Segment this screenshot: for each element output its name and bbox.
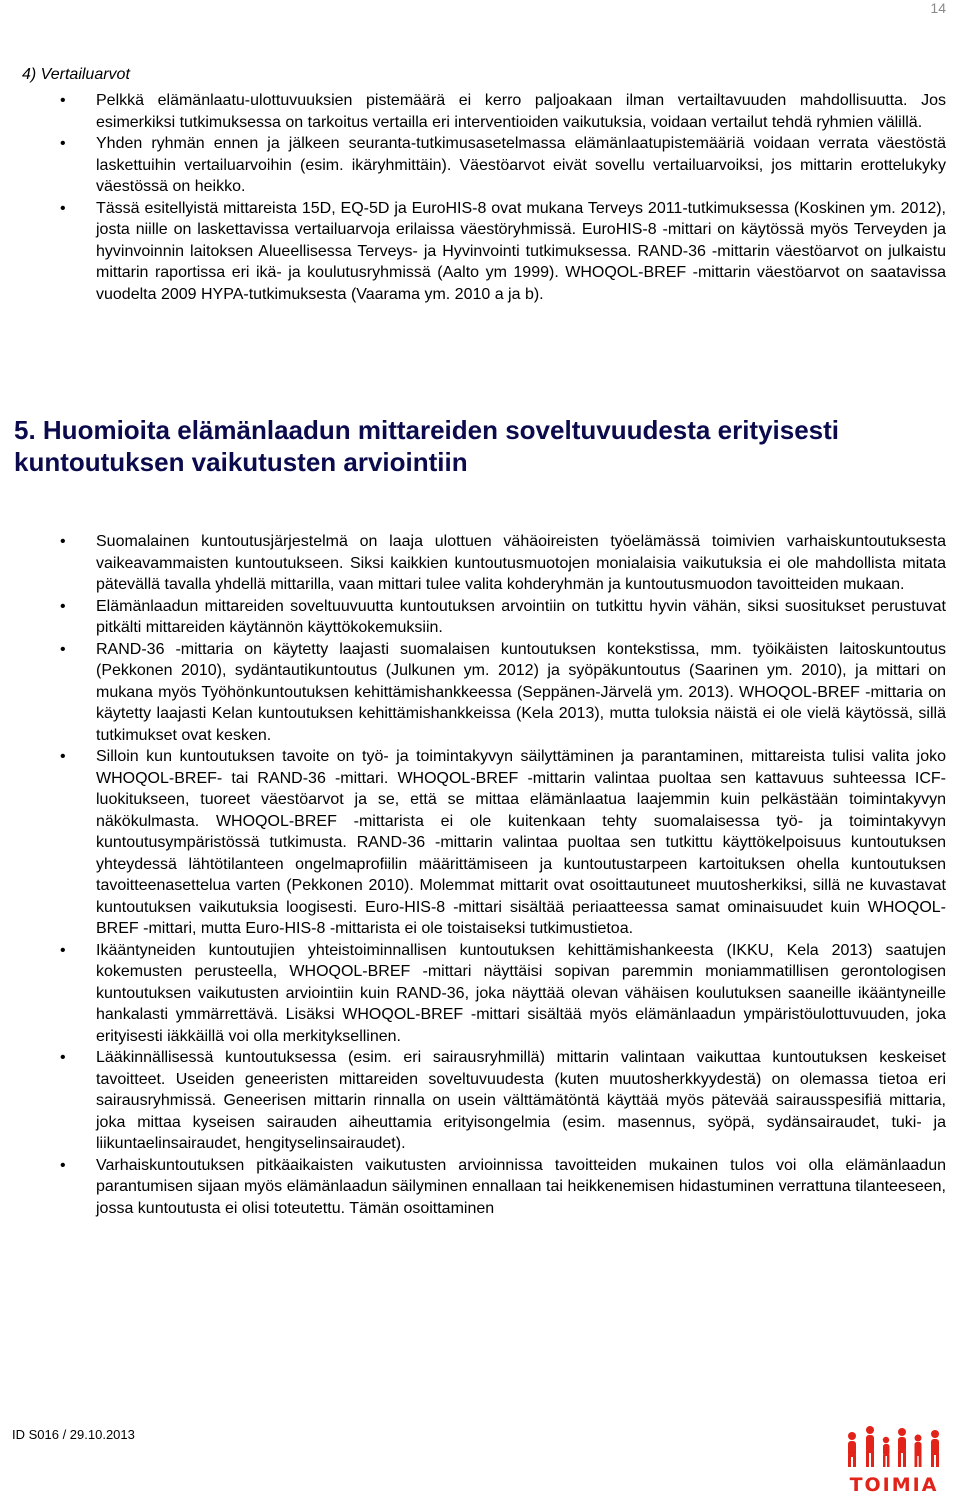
- list-item-text: Tässä esitellyistä mittareista 15D, EQ-5D ja EuroHIS-8 ovat mukana Terveys 2011-tutkimuksessa (Koskinen ym. 2012), josta niille on laskettavissa vertailuarvoja erilaissa väestöryhmissä. EuroHIS-8 -mittari on käytössä myös Terveyden ja hyvinvoinnin laitoksen Alueellisessa Terveys- ja Hyvinvointi tutkimuksessa. RAND-36 -mittarin väestöarvot on julkaistu mittarin raportissa eri ikä- ja koulutusryhmissä (Aalto ym 1999). WHOQOL-BREF -mittarin väestöarvot on saatavissa vuodelta 2009 HYPA-tutkimuksesta (Vaarama ym. 2010 a ja b).: [96, 199, 946, 303]
- list-item-text: Ikääntyneiden kuntoutujien yhteistoiminnallisen kuntoutuksen kehittämishankeesta (IKKU, Kela 2013) saatujen kokemusten perusteella, WHOQOL-BREF -mittari näyttäisi sopivan paremmin moniammatillisen gerontologisen kuntoutuksen vaikutusten arviointiin kuin RAND-36, joka näyttää olevan vähäisen koulutuksen saaneille ikääntyneille hankalasti ymmärrettävä. Lisäksi WHOQOL-BREF -mittari sisältää myös elämänlaadun ympäristöulottuvuuden, joka erityisesti iäkkäillä voi olla merkityksellinen.: [96, 941, 946, 1045]
- list-item: [60, 940, 946, 1048]
- bullet-icon: •: [60, 640, 66, 658]
- list-item-text: Silloin kun kuntoutuksen tavoite on työ- ja toimintakyvyn säilyttäminen ja parantaminen, mittareista tulisi valita joko WHOQOL-BREF- tai RAND-36 -mittari. WHOQOL-BREF -mittarin valintaa puoltaa sen kattavuus suhteessa ICF-luokitukseen, tuoreet väestöarvot ja se, että se mittaa elämänlaatua laajemmin kuin pelkästään toimintakyvyn näkökulmasta. WHOQOL-BREF -mittarista ei ole kuitenkaan tehty suomalaisessa työ- ja toimintakyvyn kuntoutusympäristössä tutkimusta. RAND-36 -mittarin valintaa puoltaa sen tutkittu käyttökelpoisuus kuntoutuksen yhteydessä lähtötilanteen ongelmaprofiilin määrittämiseen ja kuntoutustarpeen kartoituksen ohella kuntoutuksen tavoitteenasettelua varten (Pekkonen 2010). Molemmat mittarit ovat osoittautuneet muutosherkiksi, sillä ne kuvastavat kuntoutuksen vaikutuksia loogisesti. Euro-HIS-8 -mittari sisältää periaatteessa samat ominaisuudet kuin WHOQOL-BREF -mittari, mutta Euro-HIS-8 -mittarista ei ole toistaiseksi tutkimustietoa.: [96, 748, 946, 937]
- bullet-icon: •: [60, 941, 66, 959]
- document-id: ID S016 / 29.10.2013: [12, 1427, 135, 1442]
- section-heading-vertailuarvot: 4) Vertailuarvot: [22, 66, 130, 83]
- bullet-icon: •: [60, 199, 66, 217]
- list-item-text: Varhaiskuntoutuksen pitkäaikaisten vaikutusten arvioinnissa tavoitteiden mukainen tulos voi olla elämänlaadun parantumisen sijaan myös elämänlaadun säilyminen ennallaan tai heikkenemisen hidastuminen verrattuna tilanteeseen, jossa kuntoutusta ei olisi toteutettu. Tämän osoittaminen: [96, 1156, 946, 1217]
- list-item-text: Lääkinnällisessä kuntoutuksessa (esim. eri sairausryhmillä) mittarin valintaan vaikuttaa kuntoutuksen keskeiset tavoitteet. Useiden geneeristen mittareiden soveltuvuudesta (kuten muutosherkkyydestä) on olemassa tietoa eri sairausryhmissä. Geneerisen mittarin rinnalla on usein välttämätöntä käyttää myös pätevää sairausspesifiä mittaria, joka mittaa kyseisen sairauden aiheuttamia erityisongelmia (esim. masennus, syöpä, sydänsairaudet, tuki- ja liikuntaelinsairaudet, hengityselinsairaudet).: [96, 1049, 946, 1152]
- list-item-text: RAND-36 -mittaria on käytetty laajasti suomalaisen kuntoutuksen kontekstissa, mm. työikäisten laitoskuntoutus (Pekkonen 2010), sydäntautikuntoutus (Julkunen ym. 2012) ja syöpäkuntoutus (Saarinen ym. 2010), ja mittari on mukana myös Työhönkuntoutuksen kehittämishankkeessa (Seppänen-Järvelä ym. 2013). WHOQOL-BREF -mittaria on käytetty laajasti Kelan kuntoutuksen kehittämishankkeissa (Kela 2013), mutta tuloksia näistä ei ole vielä käytössä, sillä tutkimukset ovat kesken.: [96, 640, 946, 744]
- section5-bullet-list: [60, 531, 946, 1219]
- section4-bullet-list: [60, 90, 946, 305]
- list-item-text: Suomalainen kuntoutusjärjestelmä on laaja ulottuen vähäoireisten työelämässä toimivien varhaiskuntoutuksesta vaikeavammaisten kuntoutukseen. Siksi kaikkien kuntoutusmuotojen monialaisia vaikutuksia ei ole mahdollista mitata pätevällä tavalla yhdellä mittarilla, vaan mittari tulee valita kohderyhmän ja kuntoutusmuodon tavoitteiden mukaan.: [96, 533, 946, 593]
- list-item: [60, 639, 946, 747]
- logo-text: TOIMIA: [849, 1474, 939, 1496]
- bullet-icon: •: [60, 1156, 66, 1174]
- list-item-text: Yhden ryhmän ennen ja jälkeen seuranta-tutkimusasetelmassa elämänlaatupistemääriä voidaan verrata väestöstä laskettuihin vertailuarvoihin (esim. ikäryhmittäin). Väestöarvot eivät sovellu vertailuarvoiksi, jos mittarin erottelukyky väestössä on heikko.: [96, 135, 946, 195]
- list-item-text: Elämänlaadun mittareiden soveltuuvuutta kuntoutuksen arvointiin on tutkittu hyvin vähän, siksi suositukset perustuvat pitkälti mittareiden käytännön käyttökokemuksiin.: [96, 597, 946, 636]
- list-item: [60, 1155, 946, 1220]
- toimia-logo: [838, 1420, 950, 1496]
- list-item: [60, 531, 946, 596]
- list-item: [60, 90, 946, 133]
- list-item: [60, 1047, 946, 1155]
- people-figures-icon: [838, 1420, 950, 1470]
- bullet-icon: •: [60, 533, 66, 550]
- bullet-icon: •: [60, 597, 66, 615]
- list-item: [60, 746, 946, 940]
- bullet-icon: •: [60, 92, 66, 109]
- list-item: [60, 133, 946, 198]
- list-item-text: Pelkkä elämänlaatu-ulottuvuuksien pistemäärä ei kerro paljoakaan ilman vertailtavuuden mahdollisuutta. Jos esimerkiksi tutkimuksessa on tarkoitus vertailla eri interventioiden vaikutuksia, voidaan vertailut tehdä ryhmien välillä.: [96, 92, 946, 131]
- list-item: [60, 198, 946, 306]
- section-heading-huomioita: 5. Huomioita elämänlaadun mittareiden soveltuvuudesta erityisesti kuntoutuksen vaikutusten arviointiin: [14, 415, 840, 477]
- list-item: [60, 596, 946, 639]
- bullet-icon: •: [60, 748, 66, 765]
- bullet-icon: •: [60, 1049, 66, 1066]
- bullet-icon: •: [60, 135, 66, 152]
- page-number: 14: [930, 0, 946, 16]
